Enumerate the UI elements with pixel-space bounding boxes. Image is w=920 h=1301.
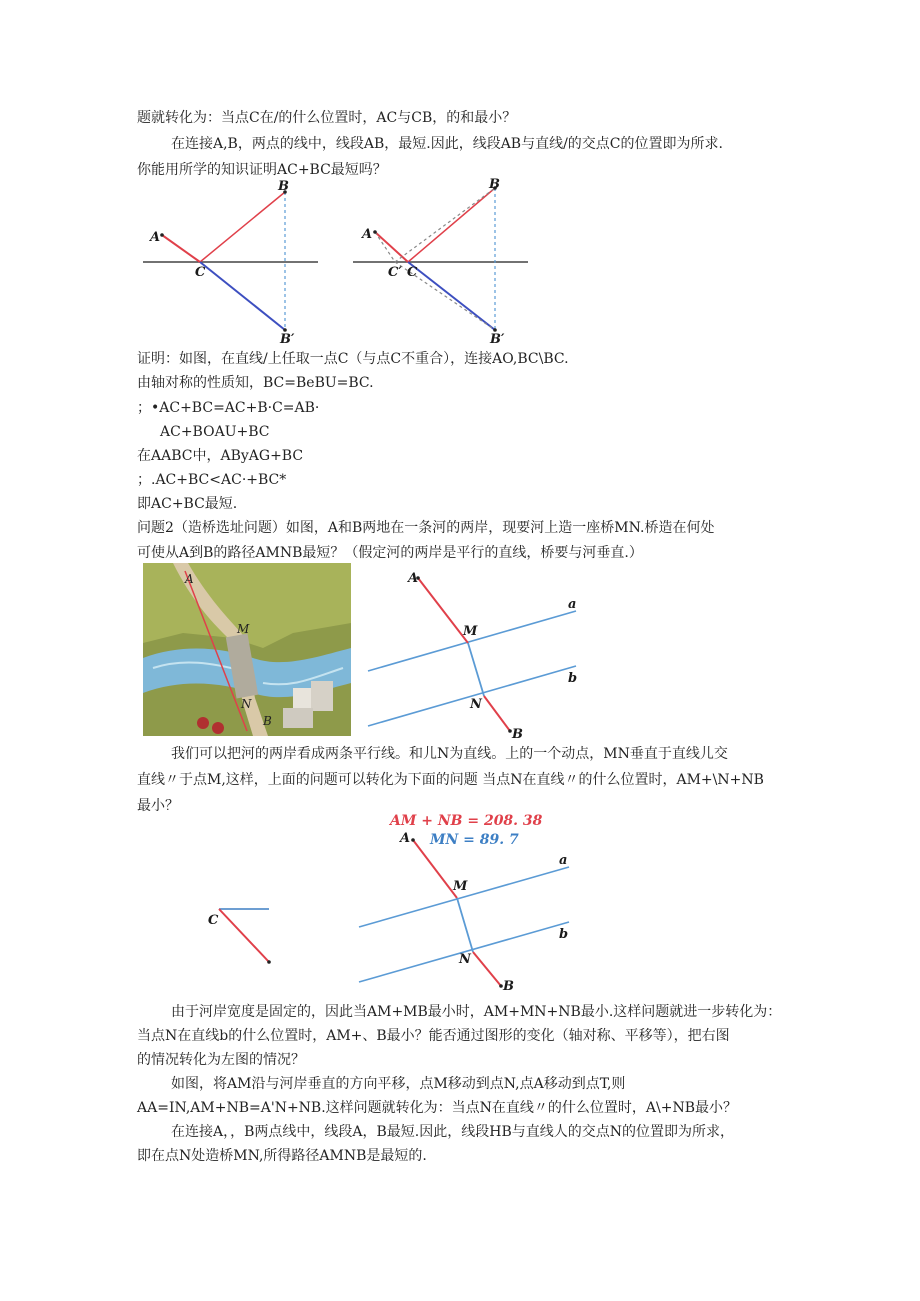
proof-line: AC+BOAU+BC xyxy=(160,424,270,440)
label-a: A xyxy=(185,572,194,586)
analysis-line: 当点N在直线b的什么位置时，AM+、B最小？能否通过图形的变化（轴对称、平移等），把右图 xyxy=(137,1028,730,1044)
reasoning-line: 直线〃于点M,这样，上面的问题可以转化为下面的问题 当点N在直线〃的什么位置时，AM+\N+NB xyxy=(137,772,764,788)
analysis-line: 即在点N处造桥MN,所得路径AMNB是最短的. xyxy=(137,1148,427,1164)
river-bridge-map-illustration xyxy=(143,563,351,736)
label-b: B xyxy=(512,727,523,742)
reasoning-line: 最小？ xyxy=(137,798,179,814)
label-c: C xyxy=(407,265,418,280)
label-line-b: b xyxy=(568,671,578,686)
analysis-line: 的情况转化为左图的情况？ xyxy=(137,1052,305,1068)
label-a: A xyxy=(362,227,373,242)
label-m: M xyxy=(453,879,468,894)
label-n: N xyxy=(470,697,482,712)
label-c: C xyxy=(208,913,219,928)
label-c: C xyxy=(195,265,206,280)
proof-line: ；.AC+BC<AC·+BC* xyxy=(137,472,287,488)
label-a: A xyxy=(400,831,411,846)
label-line-b: b xyxy=(559,927,569,942)
label-m: M xyxy=(463,624,478,639)
proof-line: 在AABC中，AByAG+BC xyxy=(137,448,304,464)
text-line: 题就转化为：当点C在/的什么位置时，AC与CB，的和最小？ xyxy=(137,110,517,126)
label-b: B xyxy=(263,714,272,728)
label-b: B xyxy=(489,177,500,192)
label-line-a: a xyxy=(568,597,577,612)
text-line: 你能用所学的知识证明AC+BC最短吗？ xyxy=(137,162,387,178)
reflection-figure-right xyxy=(350,177,535,347)
measure-mn: MN = 89. 7 xyxy=(430,832,519,848)
problem-line: 可使从A到B的路径AMNB最短？（假定河的两岸是平行的直线，桥要与河垂直.） xyxy=(137,545,643,561)
bridge-measurement-figure xyxy=(355,810,585,995)
proof-line: 由轴对称的性质知，BC=BeBU=BC. xyxy=(137,375,374,391)
analysis-line: AA=IN,AM+NB=A'N+NB.这样问题就转化为：当点N在直线〃的什么位置时，A\+NB最小？ xyxy=(137,1100,738,1116)
label-c-prime: C′ xyxy=(388,265,402,280)
proof-line: 即AC+BC最短. xyxy=(137,496,238,512)
label-b: B xyxy=(278,179,289,194)
analysis-line: 如图，将AM沿与河岸垂直的方向平移，点M移动到点N,点A移动到点T,则 xyxy=(171,1076,626,1092)
reasoning-line: 我们可以把河的两岸看成两条平行线。和儿N为直线。上的一个动点，MN垂直于直线儿交 xyxy=(171,746,728,762)
label-a: A xyxy=(150,230,161,245)
reflection-figure-left xyxy=(140,180,325,345)
label-m: M xyxy=(237,622,250,636)
proof-line: ；•AC+BC=AC+B·C=AB· xyxy=(137,400,320,416)
point-c-small-figure xyxy=(205,900,280,970)
proof-line: 证明：如图，在直线/上任取一点C（与点C不重合），连接AO,BC\BC. xyxy=(137,351,569,367)
problem-line: 问题2（造桥选址问题）如图，A和B两地在一条河的两岸，现要河上造一座桥MN.桥造在何处 xyxy=(137,520,715,536)
label-n: N xyxy=(241,697,252,711)
bridge-geometry-figure xyxy=(362,568,587,743)
label-b: B xyxy=(503,979,514,994)
analysis-line: 由于河岸宽度是固定的，因此当AM+MB最小时，AM+MN+NB最小.这样问题就进一步转化为： xyxy=(171,1004,782,1020)
label-a: A xyxy=(408,571,419,586)
label-n: N xyxy=(459,952,471,967)
analysis-line: 在连接A，，B两点线中，线段A，B最短.因此，线段HB与直线人的交点N的位置即为所求， xyxy=(171,1124,734,1140)
label-b-prime: B′ xyxy=(280,332,295,347)
label-b-prime: B′ xyxy=(490,332,505,347)
text-line: 在连接A,B，两点的线中，线段AB，最短.因此，线段AB与直线/的交点C的位置即为所求. xyxy=(171,136,723,152)
measure-am-nb: AM + NB = 208. 38 xyxy=(390,813,543,829)
label-line-a: a xyxy=(559,853,568,868)
